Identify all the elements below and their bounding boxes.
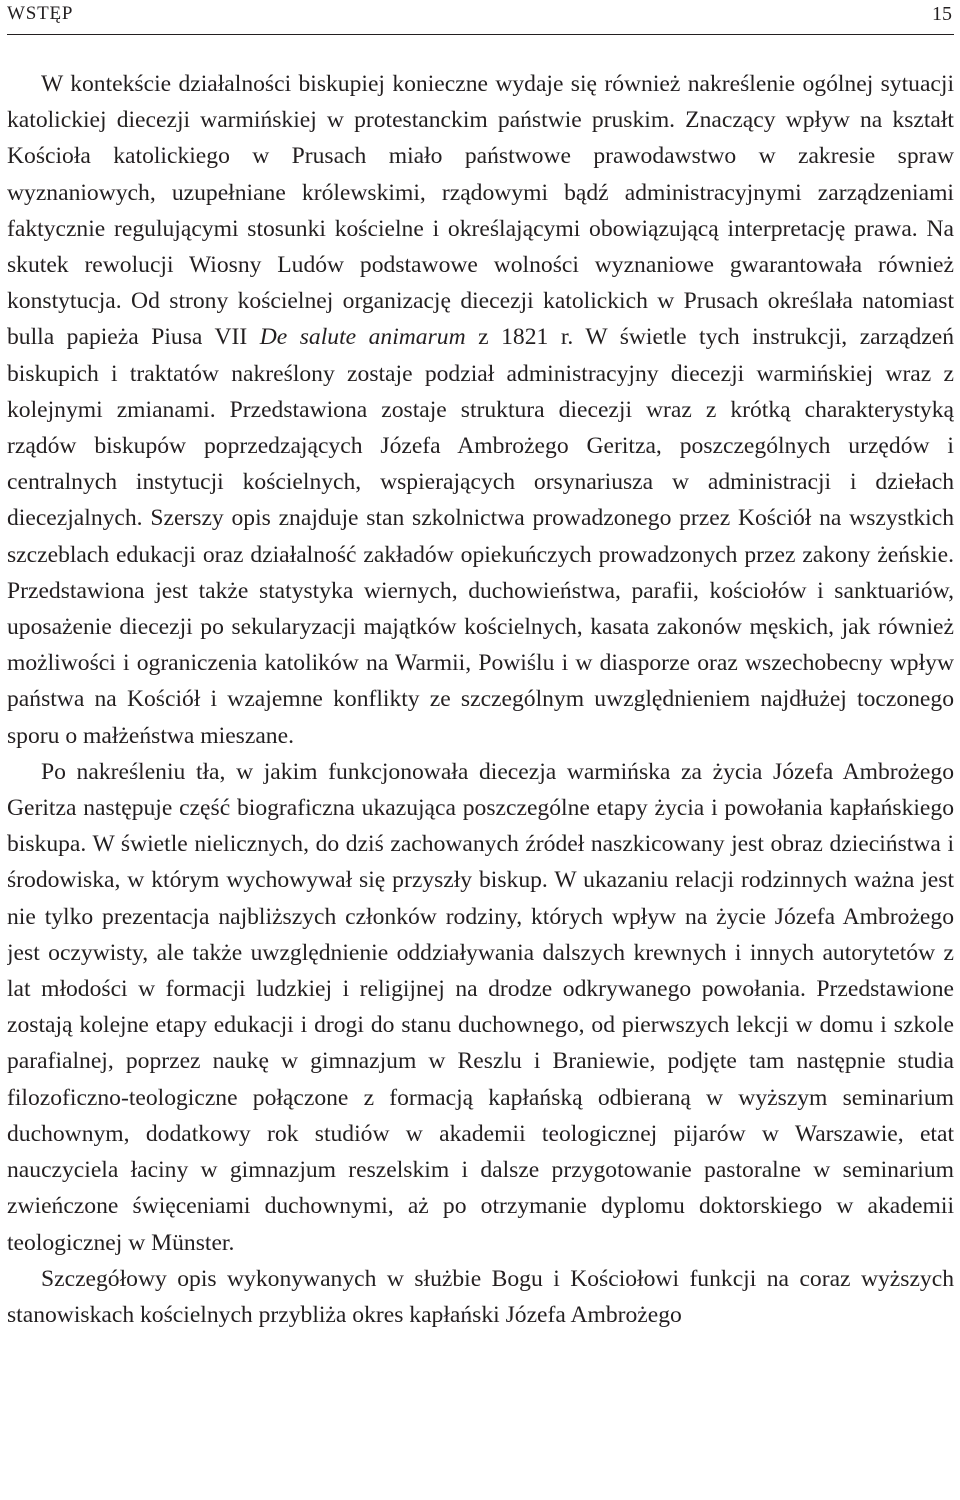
- paragraph: [7, 66, 954, 754]
- paragraph-text: z 1821 r. W świetle tych instrukcji, zarządzeń biskupich i traktatów nakreślony zostaje podział administracyjny diecezji warmińskiej wraz z kolejnymi zmianami. Przedstawiona zostaje struktura diecezji wraz z krótką charakterystyką rządów biskupów poprzedzających Józefa Ambrożego Geritza, poszczególnych urzędów i centralnych instytucji kościelnych, wspierających orsynariusza w administracji i dziełach diecezjalnych. Szerszy opis znajduje stan szkolnictwa prowadzonego przez Kościół na wszystkich szczeblach edukacji oraz działalność zakładów opiekuńczych prowadzonych przez zakony żeńskie. Przedstawiona jest także statystyka wiernych, duchowieństwa, parafii, kościołów i sanktuariów, uposażenie diecezji po sekularyzacji majątków kościelnych, kasata zakonów męskich, jak również możliwości i ograniczenia katolików na Warmii, Powiślu i w diasporze oraz wszechobecny wpływ państwa na Kościół i wzajemne konflikty ze szczególnym uwzględnieniem najdłużej toczonego sporu o małżeństwa mieszane.: [7, 324, 954, 749]
- page-number: 15: [932, 3, 952, 25]
- paragraph: Szczegółowy opis wykonywanych w służbie Bogu i Kościołowi funkcji na coraz wyższych stanowiskach kościelnych przybliża okres kapłański Józefa Ambrożego: [7, 1265, 954, 1328]
- book-page: [7, 0, 954, 1500]
- running-header: [7, 0, 954, 35]
- paragraph-text: W kontekście działalności biskupiej konieczne wydaje się również nakreślenie ogólnej sytuacji katolickiej diecezji warmińskiej w protestanckim państwie pruskim. Znaczący wpływ na kształt Kościoła katolickiego w Prusach miało państwowe prawodawstwo w zakresie spraw wyznaniowych, uzupełniane królewskimi, rządowymi bądź administracyjnymi zarządzeniami faktycznie regulującymi stosunki kościelne i określającymi obowiązującą interpretację prawa. Na skutek rewolucji Wiosny Ludów podstawowe wolności wyznaniowe gwarantowała również konstytucja. Od strony kościelnej organizację diecezji katolickich w Prusach określała natomiast bulla papieża Piusa VII: [7, 71, 954, 351]
- section-title: WSTĘP: [7, 3, 74, 24]
- paragraph: Po nakreśleniu tła, w jakim funkcjonowała diecezja warmińska za życia Józefa Ambrożego Geritza następuje część biograficzna ukazująca poszczególne etapy życia i powołania kapłańskiego biskupa. W świetle nielicznych, do dziś zachowanych źródeł naszkicowany jest obraz dzieciństwa i środowiska, w którym wychowywał się przyszły biskup. W ukazaniu relacji rodzinnych ważna jest nie tylko prezentacja najbliższych członków rodziny, których wpływ na życie Józefa Ambrożego jest oczywisty, ale także uwzględnienie oddziaływania dalszych krewnych i innych autorytetów z lat młodości w formacji ludzkiej i religijnej na drodze odkrywanego powołania. Przedstawione zostają kolejne etapy edukacji i drogi do stanu duchownego, od pierwszych lekcji w domu i szkole parafialnej, poprzez naukę w gimnazjum w Reszlu i Braniewie, podjęte tam następnie studia filozoficzno-teologiczne połączone z formacją kapłańską odbieraną w wyższym seminarium duchownym, dodatkowy rok studiów w akademii teologicznej pijarów w Warszawie, etat nauczyciela łaciny w gimnazjum reszelskim i dalsze przygotowanie pastoralne w seminarium zwieńczone święceniami duchownymi, aż po otrzymanie dyplomu doktorskiego w akademii teologicznej w Münster.: [7, 758, 954, 1256]
- document-title-italic: De salute animarum: [259, 324, 466, 351]
- body-text: [7, 66, 954, 1333]
